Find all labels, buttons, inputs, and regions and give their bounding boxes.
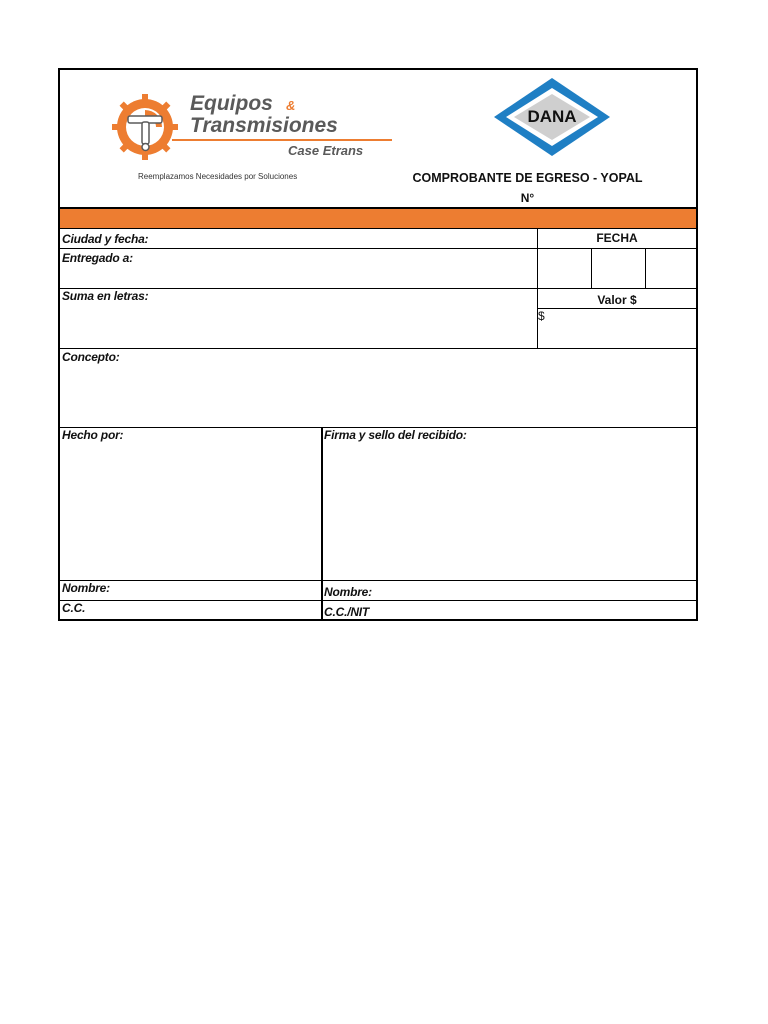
entregado-label: Entregado a: — [62, 251, 133, 265]
cc-left-label: C.C. — [62, 601, 86, 615]
valor-field[interactable] — [546, 309, 696, 348]
suma-letras-field[interactable] — [60, 289, 537, 348]
dana-logo — [490, 76, 614, 158]
concepto-field[interactable] — [60, 349, 696, 427]
accent-band — [60, 209, 696, 228]
egress-voucher-form — [58, 68, 698, 621]
entregado-field[interactable] — [60, 249, 537, 288]
fecha-year-cell[interactable] — [646, 249, 696, 288]
gear-wrench-icon — [110, 92, 180, 162]
valor-header: Valor $ — [597, 293, 637, 307]
dana-logo-text: DANA — [527, 107, 577, 126]
logo-divider — [172, 139, 392, 141]
firma-sello-label: Firma y sello del recibido: — [324, 428, 467, 442]
firma-sello-field[interactable] — [323, 428, 696, 580]
suma-letras-label: Suma en letras: — [62, 289, 149, 303]
fecha-header: FECHA — [596, 231, 638, 245]
cc-nit-right-label: C.C./NIT — [324, 605, 370, 619]
company-slogan: Reemplazamos Necesidades por Soluciones — [138, 172, 298, 181]
voucher-title: COMPROBANTE DE EGRESO - YOPAL — [412, 171, 643, 185]
company-name-line1: Equipos — [190, 92, 273, 115]
ciudad-fecha-label: Ciudad y fecha: — [62, 232, 149, 246]
hecho-por-field[interactable] — [60, 428, 321, 580]
fecha-month-cell[interactable] — [592, 249, 645, 288]
company-logo — [106, 88, 406, 186]
nombre-left-label: Nombre: — [62, 581, 110, 595]
fecha-day-cell[interactable] — [538, 249, 591, 288]
concepto-label: Concepto: — [62, 350, 120, 364]
voucher-number-label: N° — [520, 191, 535, 205]
row-border — [60, 580, 696, 581]
nombre-right-label: Nombre: — [324, 585, 372, 599]
band-bottom-border — [60, 228, 696, 229]
row-border — [60, 600, 696, 601]
hecho-por-label: Hecho por: — [62, 428, 124, 442]
company-name-line2: Transmisiones — [190, 114, 338, 137]
valor-currency-symbol: $ — [538, 309, 545, 323]
company-ampersand: & — [286, 98, 296, 113]
company-brand: Case Etrans — [288, 143, 364, 158]
